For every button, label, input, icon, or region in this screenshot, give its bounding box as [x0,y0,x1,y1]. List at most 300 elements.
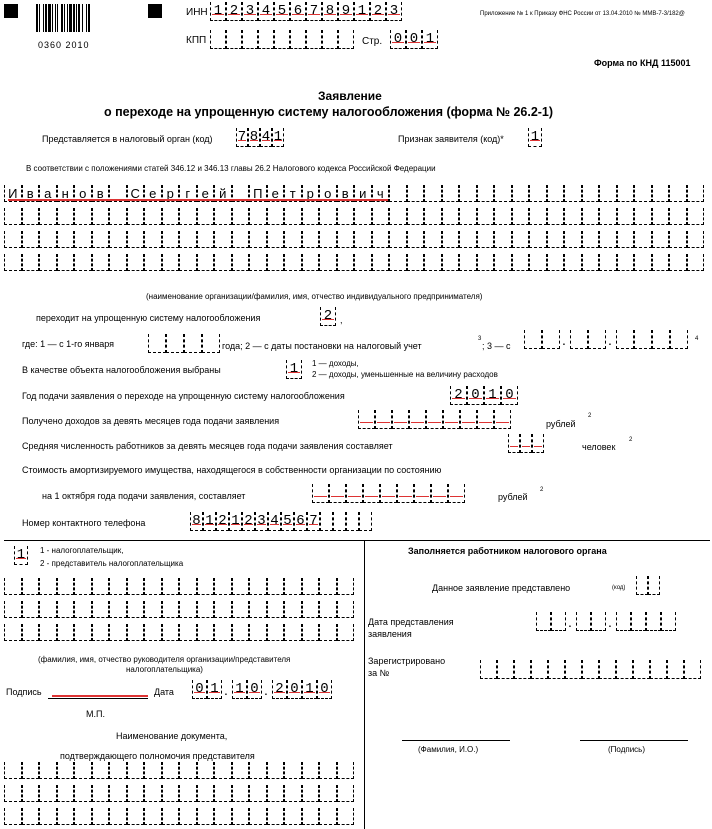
digit-cell [329,484,346,503]
property-label-2: на 1 октября года подачи заявления, составляет [42,491,246,501]
letter-cell [407,254,425,271]
letter-cell [547,231,565,248]
barcode-bar [86,4,87,32]
letter-cell: о [319,185,337,202]
letter-cell [109,231,127,248]
letter-cell [634,254,652,271]
letter-cell [284,231,302,248]
digit-cell [448,484,465,503]
page-label: Стр. [362,36,383,47]
letter-cell [162,208,180,225]
letter-cell [22,231,40,248]
letter-cell [267,624,285,641]
digit-cell: 2 [242,512,255,531]
document-title: Заявление [318,89,382,103]
date-group [272,680,332,699]
employees-cells [508,434,544,453]
letter-cell [477,254,495,271]
inn-cells [210,2,402,21]
letter-cell [127,808,145,825]
letter-cell [144,601,162,618]
year-label: Год подачи заявления о переходе на упрощенную систему налогообложения [22,391,345,401]
transition-cells [320,307,336,326]
grid-row [4,578,354,595]
digit-cell: 0 [390,30,406,49]
barcode-bar [78,4,80,32]
name-underline [8,199,388,201]
letter-cell [529,231,547,248]
letter-cell [267,254,285,271]
letter-cell [92,231,110,248]
letter-cell [92,762,110,779]
letter-cell [127,601,145,618]
letter-cell [249,624,267,641]
digit-cell: 0 [317,680,332,699]
letter-cell [232,808,250,825]
letter-cell [57,762,75,779]
digit-cell [524,330,542,349]
letter-cell [529,254,547,271]
letter-cell [302,785,320,802]
page-cells [390,30,438,49]
year-cells-1 [148,334,220,353]
barcode-bar [76,4,77,32]
letter-cell [4,578,22,595]
transition-label: переходит на упрощенную систему налогообложения [36,313,261,323]
digit-cell [274,30,290,49]
digit-cell [359,512,372,531]
digit-cell [397,484,414,503]
letter-cell [92,601,110,618]
letter-cell [4,808,22,825]
letter-cell [669,208,687,225]
digit-cell [290,30,306,49]
digit-cell: 7 [307,512,320,531]
digit-cell: 2 [216,512,229,531]
letter-cell [442,208,460,225]
letter-cell [284,208,302,225]
letter-cell [197,601,215,618]
digit-cell [661,612,676,631]
kpp-cells [210,30,354,49]
digit-cell [576,612,591,631]
document-subtitle: о переходе на упрощенную систему налогообложения (форма № 26.2-1) [104,105,554,119]
letter-cell [127,624,145,641]
signer-opt1: 1 - налогоплательщик, [40,546,124,555]
letter-cell [197,231,215,248]
letter-cell [197,208,215,225]
digit-cell: 5 [274,2,290,21]
letter-cell [39,808,57,825]
digit-cell: 0 [247,680,262,699]
letter-cell [249,601,267,618]
letter-cell: И [4,185,22,202]
sign-label: Подпись [6,687,42,697]
letter-cell: П [249,185,267,202]
right-title: Заполняется работником налогового органа [408,546,607,556]
letter-cell [22,785,40,802]
digit-cell [616,330,634,349]
digit-cell: 2 [226,2,242,21]
date-group [576,612,606,631]
digit-cell [210,30,226,49]
digit-cell [536,612,551,631]
applicant-sign-label: Признак заявителя (код)* [398,134,504,144]
letter-cell [179,762,197,779]
letter-cell [459,185,477,202]
tax-office-label: Представляется в налоговый орган (код) [42,134,213,144]
letter-cell [652,208,670,225]
letter-cell [302,578,320,595]
letter-cell [57,254,75,271]
letter-cell [179,578,197,595]
submitted-label: Данное заявление представлено [432,583,571,593]
employees-label: Средняя численность работников за девять месяцев года подачи заявления составляет [22,441,393,451]
letter-cell [22,254,40,271]
letter-cell [582,185,600,202]
letter-cell [267,578,285,595]
appendix-note: Приложение № 1 к Приказу ФНС России от 13.04.2010 № ММВ-7-3/182@ [480,11,685,17]
letter-cell [459,231,477,248]
letter-cell [599,231,617,248]
letter-cell [442,254,460,271]
letter-cell [582,208,600,225]
letter-cell [162,762,180,779]
letter-cell [197,762,215,779]
digit-cell: 7 [237,129,247,145]
digit-cell: 1 [354,2,370,21]
letter-cell [197,785,215,802]
letter-cell [284,785,302,802]
grid-row [4,785,354,802]
letter-cell [74,624,92,641]
digit-cell [409,410,426,429]
letter-cell: е [197,185,215,202]
year-suffix: года; 2 — с даты постановки на налоговый учет [222,341,422,351]
barcode-bar [55,4,56,32]
phone-cells [190,512,372,531]
digit-cell: 0 [406,30,422,49]
letter-cell [162,231,180,248]
letter-cell [529,208,547,225]
digit-cell: 1 [232,680,247,699]
barcode-bar [39,4,40,32]
letter-cell [634,185,652,202]
letter-cell: т [284,185,302,202]
income-unit: рублей [546,419,576,429]
letter-cell [669,185,687,202]
digit-cell [431,484,448,503]
digit-cell: 1 [273,129,283,145]
letter-cell [652,185,670,202]
letter-cell [319,231,337,248]
signer-opt2: 2 - представитель налогоплательщика [40,559,184,568]
digit-cell [551,612,566,631]
barcode-bar [52,4,53,32]
letter-cell [22,624,40,641]
letter-cell [389,185,407,202]
letter-cell [319,624,337,641]
letter-cell [144,808,162,825]
letter-cell [319,254,337,271]
digit-cell [333,512,346,531]
digit-cell [375,410,392,429]
letter-cell [302,601,320,618]
digit-cell: 0 [501,386,518,405]
digit-cell [477,410,494,429]
letter-cell [109,601,127,618]
date-group [616,612,676,631]
digit-cell [322,30,338,49]
letter-cell [284,808,302,825]
object-label: В качестве объекта налогообложения выбраны [22,365,221,375]
transition-comma: , [340,315,343,325]
digit-cell [582,660,599,679]
barcode-bar [88,4,90,32]
barcode-bar [45,4,47,32]
letter-cell [57,231,75,248]
letter-cell [197,624,215,641]
letter-cell [179,231,197,248]
letter-cell [407,231,425,248]
letter-cell [22,762,40,779]
letter-cell [57,785,75,802]
letter-cell [144,208,162,225]
letter-cell [389,231,407,248]
letter-cell [389,208,407,225]
digit-cell [346,512,359,531]
digit-cell [616,612,631,631]
reg-cells [480,660,701,679]
digit-cell: 0 [192,680,207,699]
letter-cell [284,254,302,271]
letter-cell [109,578,127,595]
letter-cell [214,208,232,225]
letter-cell: е [267,185,285,202]
letter-cell [512,254,530,271]
letter-cell [302,254,320,271]
letter-cell [74,578,92,595]
year-cells [450,386,518,405]
letter-cell [109,808,127,825]
letter-cell [494,231,512,248]
letter-cell: и [354,185,372,202]
letter-cell: й [214,185,232,202]
digit-cell: 3 [242,2,258,21]
date-separator: . [608,614,612,630]
date-group [192,680,222,699]
letter-cell [144,762,162,779]
letter-cell [337,762,355,779]
date-group [616,330,688,349]
reg-label-2: за № [368,668,390,678]
letter-cell [4,231,22,248]
letter-cell [179,601,197,618]
letter-cell [92,785,110,802]
letter-cell [74,208,92,225]
digit-cell [363,484,380,503]
letter-cell [109,254,127,271]
letter-cell [564,231,582,248]
digit-cell [565,660,582,679]
letter-cell [599,185,617,202]
letter-cell [214,578,232,595]
letter-cell [74,601,92,618]
letter-cell [74,231,92,248]
letter-cell: в [92,185,110,202]
digit-cell [652,330,670,349]
digit-cell [650,660,667,679]
letter-cell [442,231,460,248]
letter-cell [179,808,197,825]
digit-cell: 1 [484,386,501,405]
letter-cell [319,578,337,595]
letter-cell: С [127,185,145,202]
date-separator: . [562,332,566,348]
digit-cell: 1 [229,512,242,531]
reg-label-1: Зарегистрировано [368,656,446,666]
letter-cell [179,208,197,225]
digit-cell [591,612,606,631]
digit-cell: 4 [258,2,274,21]
inn-label: ИНН [186,7,208,18]
income-label: Получено доходов за девять месяцев года подачи заявления [22,416,280,426]
sup4: 4 [695,336,699,342]
letter-cell [267,601,285,618]
letter-cell [4,624,22,641]
grid-row [4,762,354,779]
letter-cell [179,254,197,271]
letter-cell [494,208,512,225]
mp-label: М.П. [86,709,105,719]
letter-cell: в [337,185,355,202]
letter-cell [687,208,705,225]
letter-cell [372,208,390,225]
digit-cell [312,484,329,503]
letter-cell [127,254,145,271]
letter-cell [652,254,670,271]
letter-cell [74,808,92,825]
letter-cell [39,578,57,595]
letter-cell [57,808,75,825]
letter-cell [144,785,162,802]
letter-cell [477,231,495,248]
letter-cell [74,785,92,802]
letter-cell [442,185,460,202]
letter-cell [92,578,110,595]
letter-cell [249,808,267,825]
digit-cell [346,484,363,503]
letter-cell [39,254,57,271]
letter-cell [214,601,232,618]
letter-cell [267,808,285,825]
letter-cell [249,785,267,802]
grid-row [4,208,704,225]
letter-cell [547,254,565,271]
digit-cell [508,434,520,453]
doc-label-1: Наименование документа, [116,731,228,741]
letter-cell [4,208,22,225]
digit-cell: 2 [370,2,386,21]
digit-cell: 6 [294,512,307,531]
digit-cell [497,660,514,679]
letter-cell [109,785,127,802]
barcode [36,4,120,36]
grid-row [4,601,354,618]
digit-cell [648,576,660,595]
letter-cell [232,231,250,248]
digit-cell: 8 [249,129,259,145]
letter-cell [547,185,565,202]
letter-cell [687,185,705,202]
digit-cell: 1 [286,360,302,379]
digit-cell: 1 [528,128,542,147]
letter-cell [214,624,232,641]
letter-cell [22,601,40,618]
grid-row [4,808,354,825]
digit-cell [338,30,354,49]
digit-cell: 1 [207,680,222,699]
digit-cell [226,30,242,49]
letter-cell [57,208,75,225]
letter-cell [284,601,302,618]
letter-cell [162,808,180,825]
sign-sign-line [580,740,688,741]
letter-cell [319,808,337,825]
digit-cell [480,660,497,679]
letter-cell [337,254,355,271]
barcode-bar [67,4,68,32]
letter-cell [162,601,180,618]
fio-caption-2: налогоплательщика) [126,665,203,674]
letter-cell [4,785,22,802]
property-unit: рублей [498,492,528,502]
submitted-cells [636,576,660,595]
letter-cell [284,578,302,595]
letter-cell [547,208,565,225]
letter-cell [652,231,670,248]
doc-label-2: подтверждающего полномочия представителя [60,751,255,761]
digit-cell: 6 [290,2,306,21]
letter-cell: н [57,185,75,202]
digit-cell: 1 [422,30,438,49]
letter-cell [424,254,442,271]
right-date-label-1: Дата представления [368,617,454,627]
date-separator: . [264,682,268,698]
letter-cell [232,578,250,595]
grid-row [4,231,704,248]
barcode-bar [48,4,51,32]
name-caption: (наименование организации/фамилия, имя, отчество индивидуального предпринимателя) [146,292,483,301]
letter-cell [232,785,250,802]
date-separator: . [224,682,228,698]
digit-cell [242,30,258,49]
barcode-number: 0360 2010 [38,40,90,50]
letter-cell [127,578,145,595]
letter-cell [319,601,337,618]
divider-vertical [364,540,365,829]
digit-cell: 1 [14,546,28,565]
barcode-bar [36,4,38,32]
digit-cell [320,512,333,531]
digit-cell: 2 [272,680,287,699]
letter-cell [162,624,180,641]
letter-cell [197,808,215,825]
letter-cell [337,808,355,825]
digit-cell [631,612,646,631]
letter-cell [564,208,582,225]
digit-cell: 4 [268,512,281,531]
